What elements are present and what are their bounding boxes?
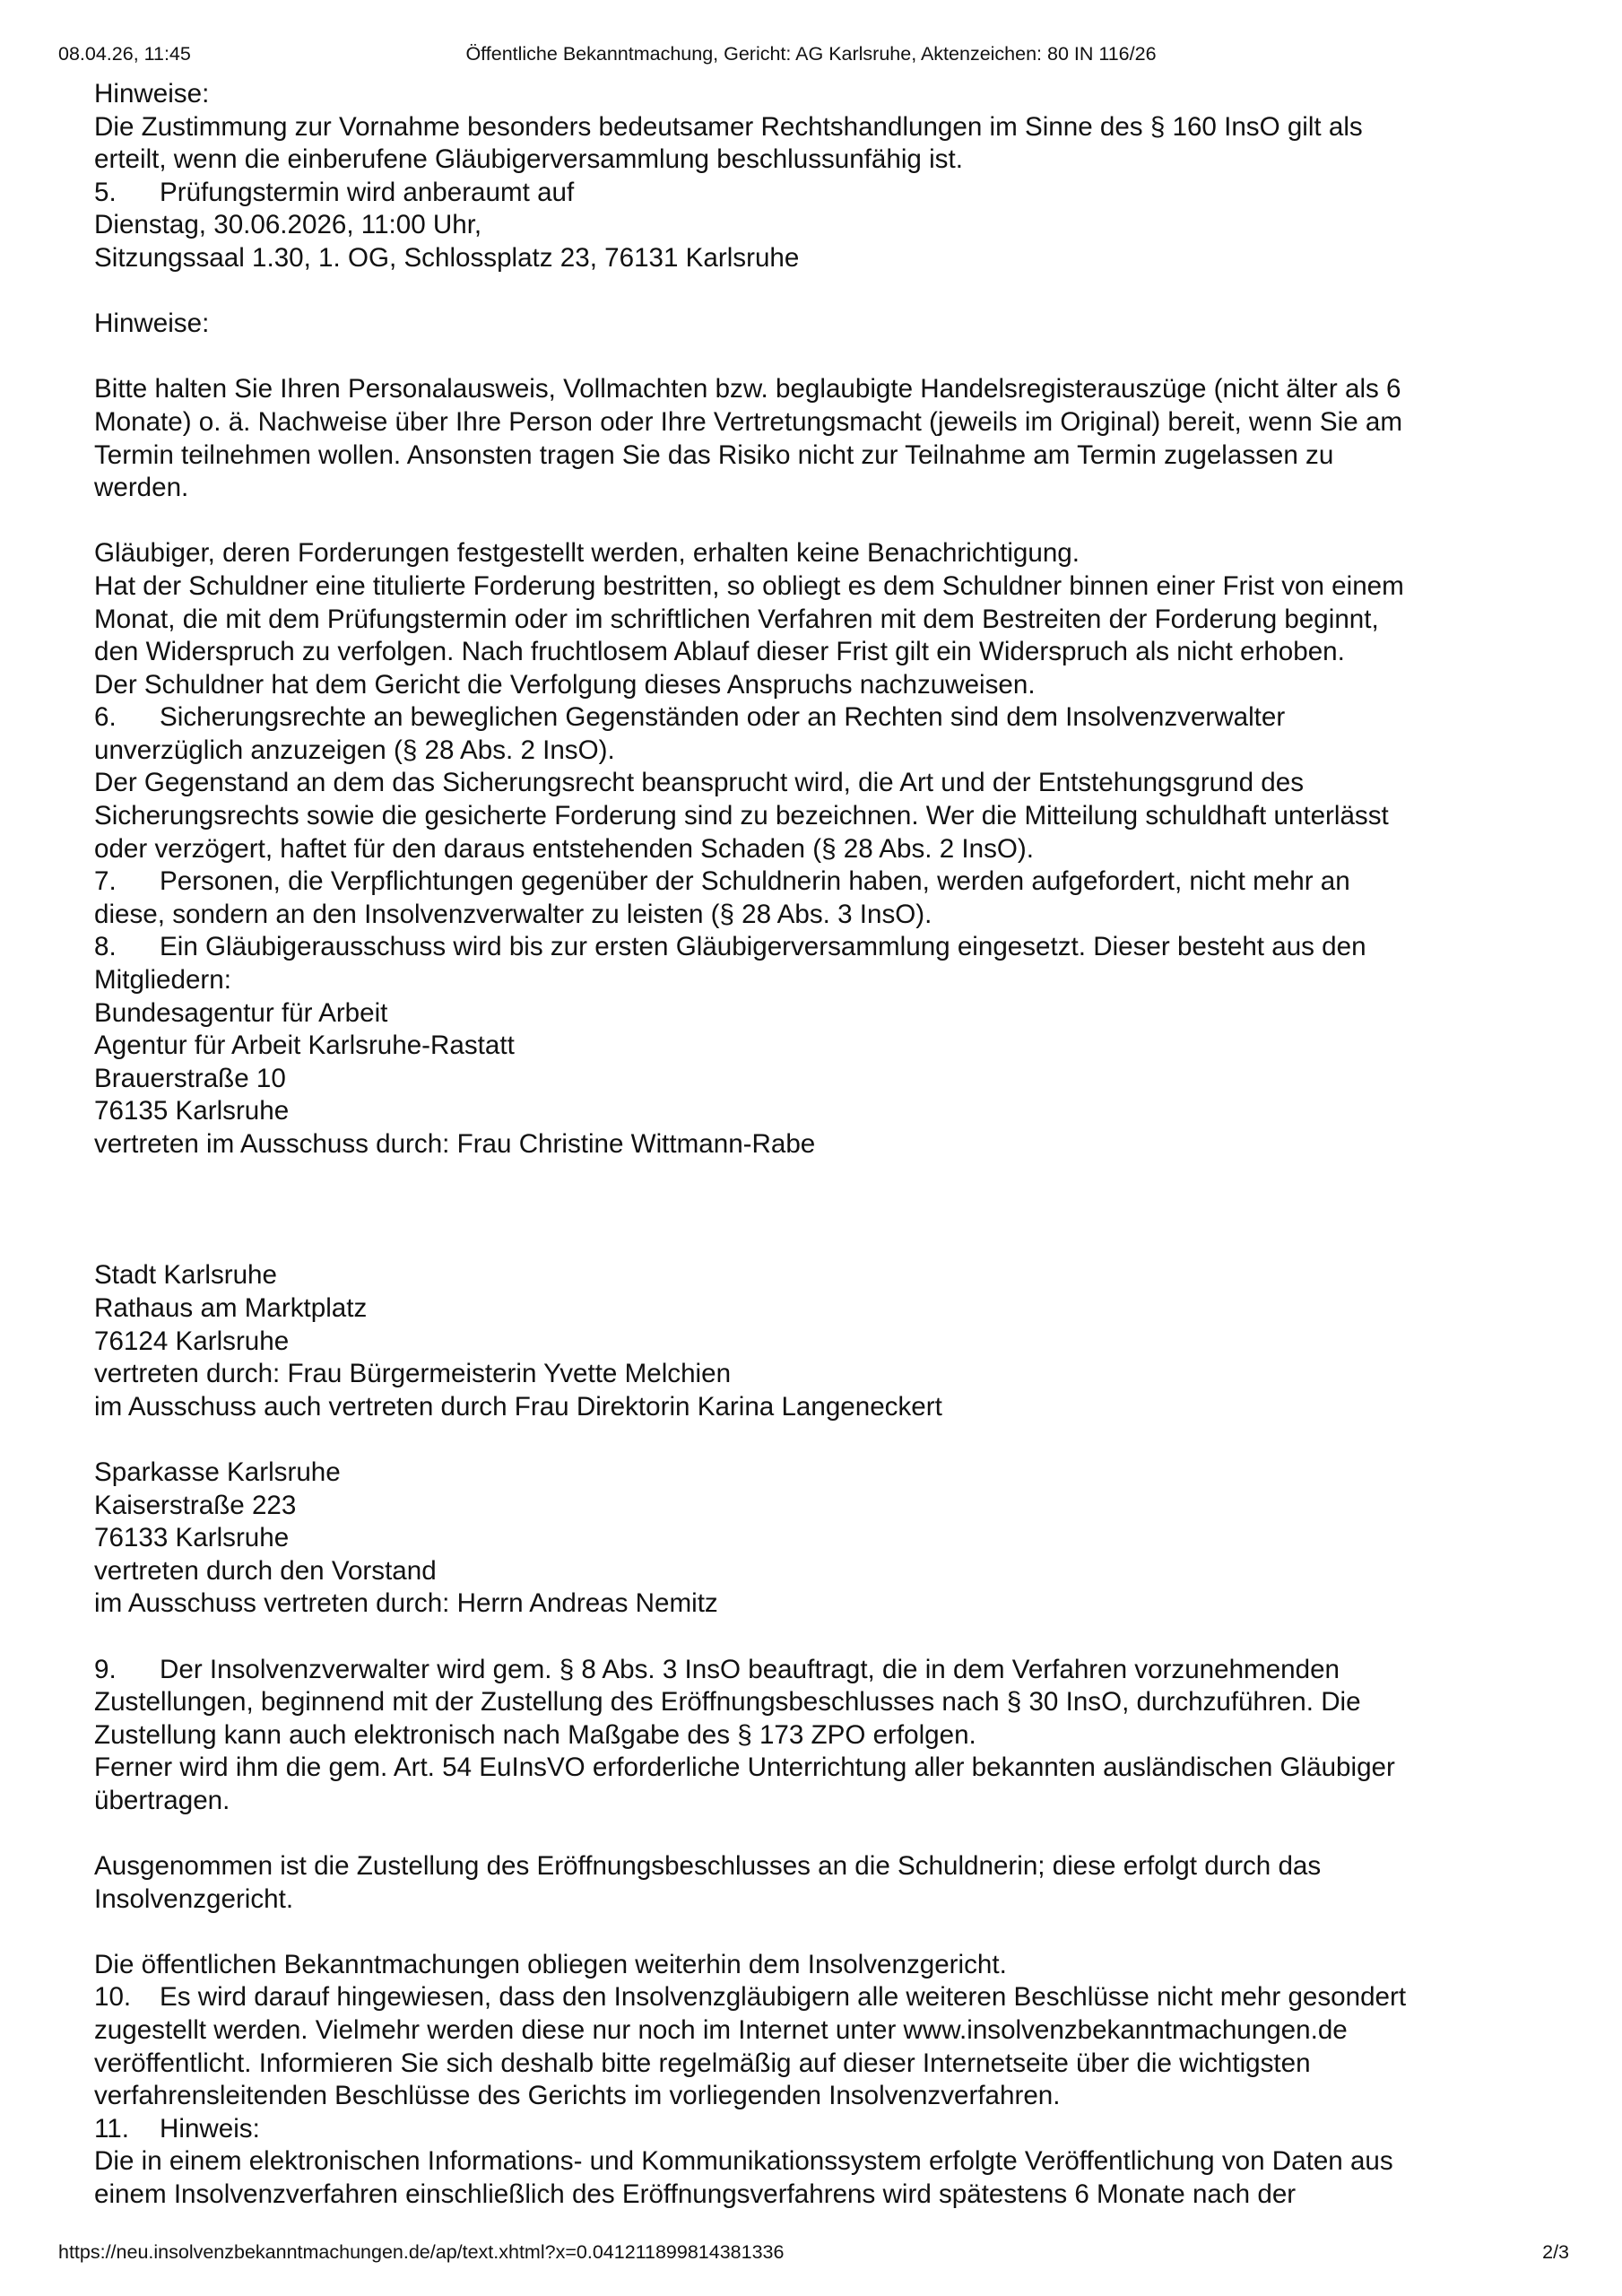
line-text: Insolvenzgericht. [94,1883,294,1914]
text-line [94,1883,1565,1917]
text-line [94,1128,1565,1161]
line-text: Mitgliedern: [94,965,231,996]
line-text: Gläubiger, deren Forderungen festgestellt werden, erhalten keine Benachrichtigung. [94,538,1080,569]
text-line [94,472,1565,505]
document-body [94,78,1565,2212]
text-line [94,1752,1565,1785]
item-number: 9. [94,1654,117,1684]
line-text: verfahrensleitenden Beschlüsse des Gerichts im vorliegenden Insolvenzverfahren. [94,2081,1061,2111]
line-text: Sicherungsrechte an beweglichen Gegenständen oder an Rechten sind dem Insolvenzverwalter [160,702,1286,733]
line-text: vertreten durch: Frau Bürgermeisterin Yvette Melchien [94,1359,732,1389]
line-text: Sicherungsrechts sowie die gesicherte Forderung sind zu bezeichnen. Wer die Mitteilung schuldhaft unterlässt [94,801,1389,831]
line-text: Es wird darauf hingewiesen, dass den Insolvenzgläubigern alle weiteren Beschlüsse nicht mehr gesondert [160,1982,1407,2013]
line-text: diese, sondern an den Insolvenzverwalter zu leisten (§ 28 Abs. 3 InsO). [94,899,932,929]
line-text: Hat der Schuldner eine titulierte Forderung bestritten, so obliegt es dem Schuldner binnen einer Frist von einem [94,570,1404,601]
text-line [94,537,1565,570]
blank-line [94,1916,1565,1949]
text-line [94,767,1565,800]
line-text: Bitte halten Sie Ihren Personalausweis, Vollmachten bzw. beglaubigte Handelsregisterauszüge (nicht älter als 6 [94,374,1401,404]
item-number: 11. [94,2113,129,2144]
text-line [94,1326,1565,1359]
text-line [94,997,1565,1031]
blank-line [94,1194,1565,1227]
line-text: Kaiserstraße 223 [94,1490,297,1520]
line-text: Stadt Karlsruhe [94,1260,277,1291]
text-line [94,604,1565,637]
text-line [94,111,1565,144]
text-line [94,1850,1565,1883]
item-number: 10. [94,1982,132,2013]
numbered-item-line [94,177,1565,210]
line-text: 76135 Karlsruhe [94,1096,290,1126]
text-line [94,800,1565,833]
print-header-title: Öffentliche Bekanntmachung, Gericht: AG Karlsruhe, Aktenzeichen: 80 IN 116/26 [465,43,1157,65]
text-line [94,1259,1565,1292]
line-text: veröffentlicht. Informieren Sie sich deshalb bitte regelmäßig auf dieser Internetseite über die wichtigsten [94,2048,1311,2078]
text-line [94,1030,1565,1063]
text-line [94,1785,1565,1818]
line-text: Die öffentlichen Bekanntmachungen obliegen weiterhin dem Insolvenzgericht. [94,1949,1007,1979]
line-text: Monate) o. ä. Nachweise über Ihre Person oder Ihre Vertretungsmacht (jeweils im Original) bereit, wenn Sie am [94,406,1402,437]
text-line [94,636,1565,669]
line-text: Sparkasse Karlsruhe [94,1457,341,1487]
text-line [94,570,1565,604]
line-text: im Ausschuss vertreten durch: Herrn Andreas Nemitz [94,1588,718,1619]
line-text: Bundesagentur für Arbeit [94,997,388,1028]
text-line [94,2179,1565,2212]
print-datetime: 08.04.26, 11:45 [58,43,191,65]
line-text: einem Insolvenzverfahren einschließlich des Eröffnungsverfahrens wird spätestens 6 Monate nach der [94,2179,1297,2209]
line-text: Hinweise: [94,79,210,109]
text-line [94,78,1565,111]
text-line [94,1095,1565,1128]
blank-line [94,505,1565,538]
item-number: 8. [94,932,117,962]
text-line [94,242,1565,275]
text-line [94,1490,1565,1523]
line-text: unverzüglich anzuzeigen (§ 28 Abs. 2 InsO). [94,735,615,765]
blank-line [94,1227,1565,1260]
text-line [94,1522,1565,1555]
line-text: Agentur für Arbeit Karlsruhe-Rastatt [94,1031,515,1061]
text-line [94,1292,1565,1326]
text-line [94,1555,1565,1588]
text-line [94,1457,1565,1490]
line-text: Monat, die mit dem Prüfungstermin oder im schriftlichen Verfahren mit dem Bestreiten der Forderung beginnt, [94,604,1379,634]
line-text: erteilt, wenn die einberufene Gläubigerversammlung beschlussunfähig ist. [94,144,963,175]
line-text: werden. [94,473,189,503]
text-line [94,1949,1565,1982]
text-line [94,2014,1565,2048]
line-text: Ausgenommen ist die Zustellung des Eröffnungsbeschlusses an die Schuldnerin; diese erfolgt durch das [94,1851,1322,1882]
text-line [94,144,1565,177]
item-number: 5. [94,177,117,207]
numbered-item-line [94,2113,1565,2146]
blank-line [94,341,1565,374]
text-line [94,1587,1565,1621]
line-text: vertreten im Ausschuss durch: Frau Christine Wittmann-Rabe [94,1129,816,1159]
text-line [94,1719,1565,1752]
text-line [94,1686,1565,1719]
text-line [94,833,1565,866]
blank-line [94,1817,1565,1850]
blank-line [94,1161,1565,1195]
line-text: Sitzungssaal 1.30, 1. OG, Schlossplatz 23, 76131 Karlsruhe [94,242,800,273]
line-text: 76133 Karlsruhe [94,1523,290,1553]
line-text: Dienstag, 30.06.2026, 11:00 Uhr, [94,210,482,240]
text-line [94,2048,1565,2081]
line-text: Der Schuldner hat dem Gericht die Verfolgung dieses Anspruchs nachzuweisen. [94,669,1036,700]
line-text: Brauerstraße 10 [94,1063,286,1093]
line-text: Zustellungen, beginnend mit der Zustellung des Eröffnungsbeschlusses nach § 30 InsO, durchzuführen. Die [94,1687,1361,1718]
line-text: Die in einem elektronischen Informations- und Kommunikationssystem erfolgte Veröffentlichung von Daten aus [94,2146,1393,2177]
line-text: Ferner wird ihm die gem. Art. 54 EuInsVO erforderliche Unterrichtung aller bekannten ausländischen Gläubiger [94,1752,1395,1783]
line-text: Ein Gläubigerausschuss wird bis zur ersten Gläubigerversammlung eingesetzt. Dieser besteht aus den [160,932,1366,962]
line-text: 76124 Karlsruhe [94,1326,290,1356]
text-line [94,406,1565,439]
line-text: Der Gegenstand an dem das Sicherungsrecht beansprucht wird, die Art und der Entstehungsgrund des [94,768,1304,798]
text-line [94,2080,1565,2113]
line-text: im Ausschuss auch vertreten durch Frau Direktorin Karina Langeneckert [94,1391,942,1422]
text-line [94,964,1565,997]
numbered-item-line [94,701,1565,735]
line-text: übertragen. [94,1785,230,1815]
line-text: Rathaus am Marktplatz [94,1292,368,1323]
print-footer-url: https://neu.insolvenzbekanntmachungen.de/ap/text.xhtml?x=0.041211899814381336 [58,2241,785,2263]
text-line [94,308,1565,341]
numbered-item-line [94,1981,1565,2014]
text-line [94,1358,1565,1391]
text-line [94,439,1565,473]
blank-line [94,275,1565,309]
item-number: 7. [94,866,117,897]
text-line [94,209,1565,242]
blank-line [94,1423,1565,1457]
page-number: 2/3 [1542,2241,1569,2263]
line-text: Prüfungstermin wird anberaumt auf [160,177,575,207]
line-text: Hinweis: [160,2113,260,2144]
line-text: vertreten durch den Vorstand [94,1555,437,1586]
line-text: oder verzögert, haftet für den daraus entstehenden Schaden (§ 28 Abs. 2 InsO). [94,833,1034,864]
item-number: 6. [94,702,117,733]
line-text: Der Insolvenzverwalter wird gem. § 8 Abs. 3 InsO beauftragt, die in dem Verfahren vorzunehmenden [160,1654,1340,1684]
text-line [94,669,1565,702]
numbered-item-line [94,1654,1565,1687]
line-text: den Widerspruch zu verfolgen. Nach fruchtlosem Ablauf dieser Frist gilt ein Widerspruch als nicht erhoben. [94,637,1345,667]
text-line [94,1391,1565,1424]
numbered-item-line [94,865,1565,899]
numbered-item-line [94,931,1565,964]
blank-line [94,1621,1565,1654]
line-text: zugestellt werden. Vielmehr werden diese nur noch im Internet unter www.insolvenzbekanntmachungen.de [94,2015,1348,2046]
line-text: Hinweise: [94,309,210,339]
text-line [94,373,1565,406]
line-text: Personen, die Verpflichtungen gegenüber der Schuldnerin haben, werden aufgefordert, nicht mehr an [160,866,1350,897]
text-line [94,735,1565,768]
text-line [94,899,1565,932]
text-line [94,1063,1565,1096]
line-text: Zustellung kann auch elektronisch nach Maßgabe des § 173 ZPO erfolgen. [94,1719,976,1750]
line-text: Die Zustimmung zur Vornahme besonders bedeutsamer Rechtshandlungen im Sinne des § 160 InsO gilt als [94,111,1363,142]
line-text: Termin teilnehmen wollen. Ansonsten tragen Sie das Risiko nicht zur Teilnahme am Termin zugelassen zu [94,439,1334,470]
text-line [94,2145,1565,2179]
